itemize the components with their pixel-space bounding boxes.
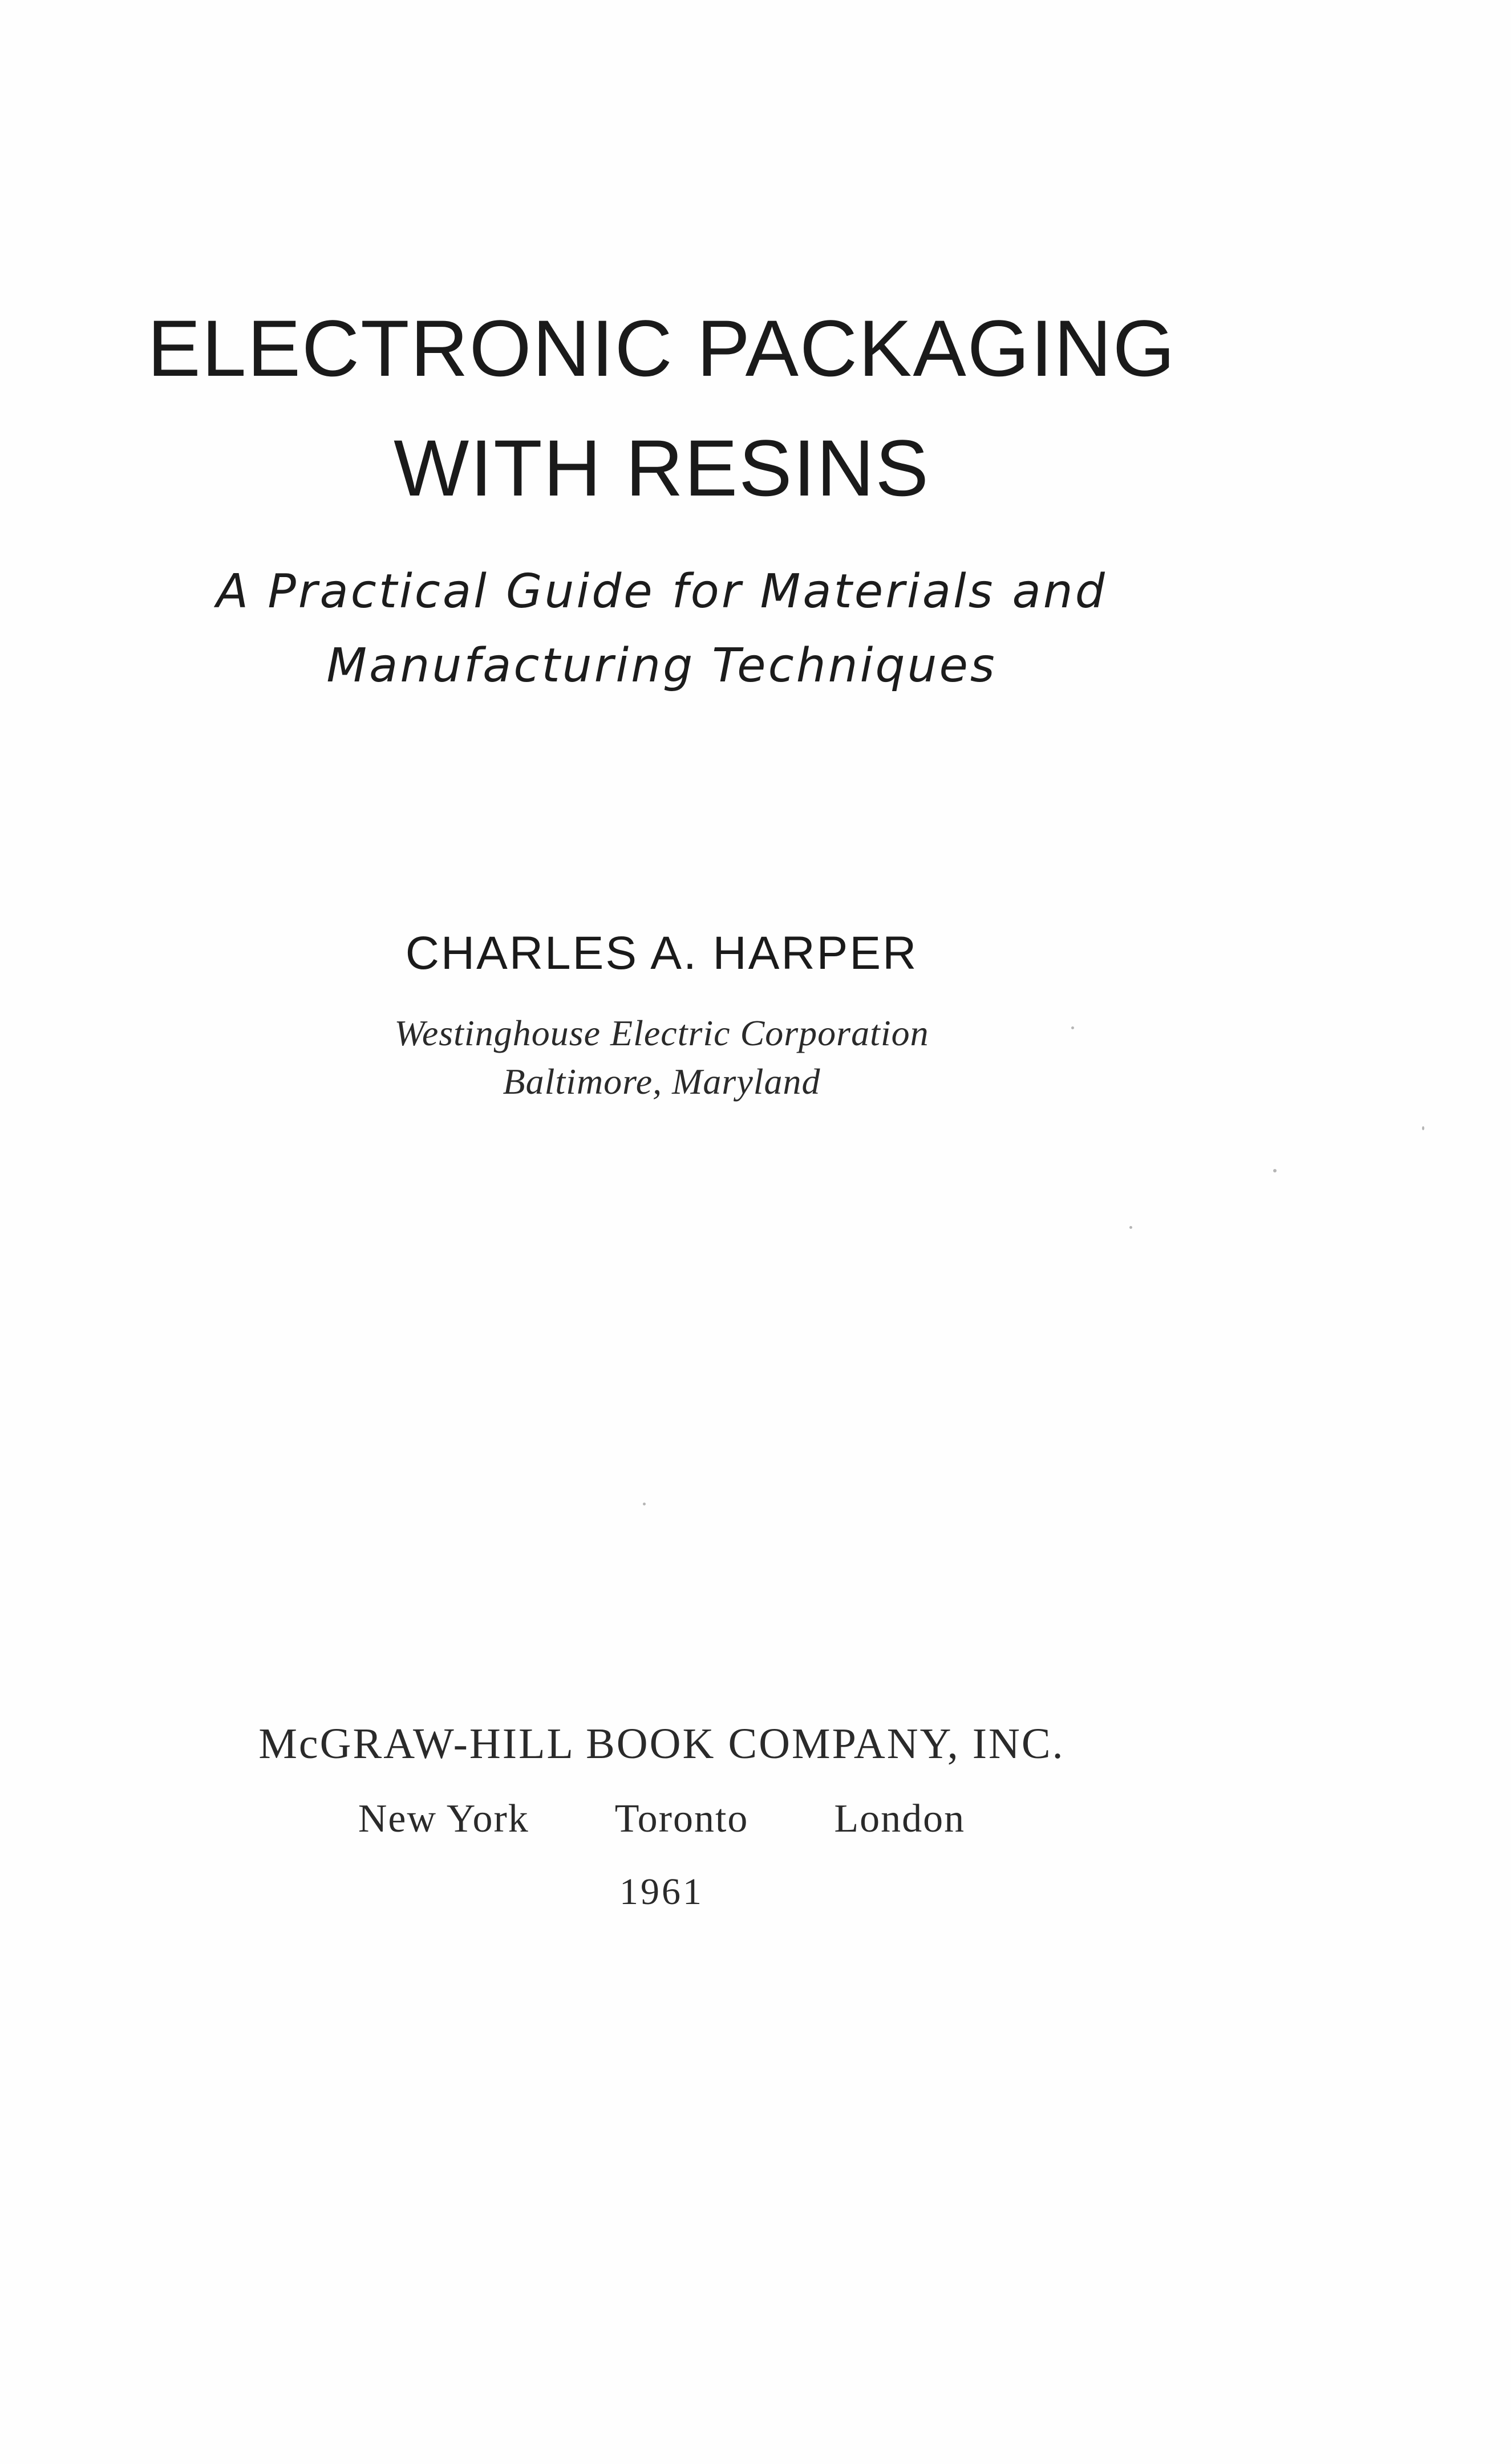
scan-speck (1071, 1026, 1074, 1029)
author-affiliation: Westinghouse Electric Corporation (394, 1013, 929, 1053)
scan-speck (643, 1503, 646, 1505)
publisher-city: New York (358, 1797, 529, 1841)
book-title-line-2: WITH RESINS (394, 423, 930, 513)
author-location: Baltimore, Maryland (503, 1061, 821, 1102)
publication-year: 1961 (619, 1871, 704, 1913)
book-subtitle-line-1: A Practical Guide for Materials and (216, 565, 1107, 619)
book-subtitle-line-2: Manufacturing Techniques (326, 639, 997, 693)
publisher-city: Toronto (614, 1797, 749, 1841)
author-name: CHARLES A. HARPER (405, 927, 918, 979)
scan-speck (1129, 1226, 1132, 1229)
publisher-city: London (834, 1797, 966, 1841)
publisher-name: McGRAW-HILL BOOK COMPANY, INC. (258, 1720, 1065, 1768)
scan-speck (1422, 1126, 1424, 1130)
scan-speck (1273, 1169, 1277, 1172)
book-title-line-1: ELECTRONIC PACKAGING (147, 303, 1176, 393)
publisher-cities (0, 1796, 1323, 1842)
